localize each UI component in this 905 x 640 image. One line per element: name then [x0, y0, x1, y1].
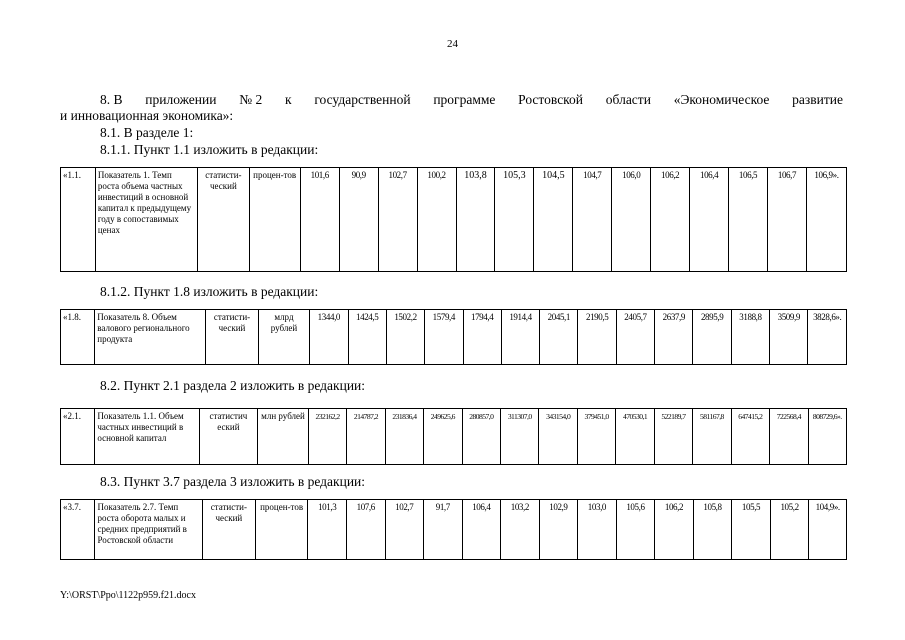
heading-word: приложении: [145, 92, 217, 107]
heading-word: № 2: [239, 92, 263, 107]
value-cell: 1579,4: [425, 310, 463, 365]
value-cell: 101,3: [308, 500, 347, 560]
indicator-table-1-1: [60, 167, 847, 272]
value-cell: 3188,8: [731, 310, 769, 365]
value-cell: 2405,7: [616, 310, 654, 365]
value-cell: 3828,6».: [808, 310, 847, 365]
value-cell: 106,4: [690, 168, 729, 272]
value-cell: 280857,0: [462, 409, 500, 465]
section-8-1-heading: 8.1. В разделе 1:: [100, 125, 194, 140]
value-cell: 1794,4: [463, 310, 501, 365]
value-cell: 105,2: [770, 500, 809, 560]
indicator-unit: млн рублей: [258, 409, 309, 465]
heading-word: развитие: [792, 92, 843, 107]
indicator-name: Показатель 2.7. Темп роста оборота малых и средних предприятий в Ростовской области: [95, 500, 203, 560]
value-cell: 3509,9: [770, 310, 808, 365]
indicator-source: статисти-ческий: [202, 500, 255, 560]
indicator-unit: млрд рублей: [258, 310, 309, 365]
value-cell: 105,5: [732, 500, 771, 560]
value-cell: 2045,1: [540, 310, 578, 365]
value-cell: 104,9».: [809, 500, 847, 560]
value-cell: 101,6: [300, 168, 339, 272]
value-cell: 104,7: [573, 168, 612, 272]
table-row: [61, 310, 847, 365]
value-cell: 647415,2: [731, 409, 769, 465]
value-cell: 106,2: [651, 168, 690, 272]
value-cell: 1424,5: [348, 310, 386, 365]
value-cell: 581167,8: [693, 409, 731, 465]
section-8-1-2-heading: 8.1.2. Пункт 1.8 изложить в редакции:: [100, 284, 319, 299]
section-8-2-heading: 8.2. Пункт 2.1 раздела 2 изложить в редакции:: [100, 378, 366, 393]
value-cell: 379451,0: [577, 409, 615, 465]
table-row: [61, 409, 847, 465]
heading-word: 8. В: [100, 92, 123, 107]
indicator-code: «1.8.: [61, 310, 95, 365]
value-cell: 1502,2: [386, 310, 424, 365]
indicator-name: Показатель 1. Темп роста объема частных инвестиций в основной капитал к предыдущему году в сопоставимых ценах: [95, 168, 197, 272]
value-cell: 808729,6».: [808, 409, 847, 465]
value-cell: 104,5: [534, 168, 573, 272]
value-cell: 105,3: [495, 168, 534, 272]
value-cell: 522189,7: [654, 409, 692, 465]
heading-word: области: [605, 92, 651, 107]
indicator-unit: процен-тов: [255, 500, 308, 560]
indicator-code: «2.1.: [61, 409, 95, 465]
value-cell: 91,7: [424, 500, 463, 560]
table-row: [61, 168, 847, 272]
value-cell: 232162,2: [308, 409, 346, 465]
value-cell: 231836,4: [385, 409, 423, 465]
indicator-source: статистич еский: [199, 409, 258, 465]
heading-word: Ростовской: [518, 92, 584, 107]
value-cell: 102,7: [385, 500, 424, 560]
value-cell: 105,6: [616, 500, 655, 560]
indicator-unit: процен-тов: [249, 168, 300, 272]
indicator-code: «1.1.: [61, 168, 96, 272]
heading-word: государственной: [314, 92, 411, 107]
file-path-footer: Y:\ORST\Ppo\1122p959.f21.docx: [60, 590, 196, 601]
value-cell: 103,2: [501, 500, 540, 560]
value-cell: 103,0: [578, 500, 617, 560]
value-cell: 105,8: [693, 500, 732, 560]
value-cell: 102,7: [378, 168, 417, 272]
value-cell: 103,8: [456, 168, 495, 272]
page-number: 24: [447, 38, 458, 50]
table-row: [61, 500, 847, 560]
heading-word: к: [285, 92, 292, 107]
indicator-source: статисти-ческий: [198, 168, 249, 272]
heading-word: «Экономическое: [673, 92, 770, 107]
indicator-table-2-1: [60, 408, 847, 465]
value-cell: 343154,0: [539, 409, 577, 465]
value-cell: 1344,0: [310, 310, 348, 365]
heading-line-2: и инновационная экономика»:: [60, 108, 234, 123]
section-8-3-heading: 8.3. Пункт 3.7 раздела 3 изложить в редакции:: [100, 474, 366, 489]
indicator-code: «3.7.: [61, 500, 95, 560]
indicator-source: статисти-ческий: [206, 310, 258, 365]
value-cell: 106,5: [729, 168, 768, 272]
section-8-1-1-heading: 8.1.1. Пункт 1.1 изложить в редакции:: [100, 142, 319, 157]
indicator-table-1-8: [60, 309, 847, 365]
indicator-name: Показатель 8. Объем валового регионального продукта: [95, 310, 206, 365]
value-cell: 214787,2: [347, 409, 385, 465]
value-cell: 100,2: [417, 168, 456, 272]
value-cell: 311307,0: [501, 409, 539, 465]
value-cell: 90,9: [339, 168, 378, 272]
value-cell: 106,0: [612, 168, 651, 272]
value-cell: 106,2: [655, 500, 694, 560]
indicator-name: Показатель 1.1. Объем частных инвестиций в основной капитал: [95, 409, 199, 465]
value-cell: 2190,5: [578, 310, 616, 365]
value-cell: 106,9».: [806, 168, 846, 272]
value-cell: 722568,4: [770, 409, 808, 465]
value-cell: 106,4: [462, 500, 501, 560]
value-cell: 2637,9: [655, 310, 693, 365]
heading-line-1: [100, 92, 843, 108]
value-cell: 1914,4: [501, 310, 539, 365]
indicator-table-3-7: [60, 499, 847, 560]
value-cell: 102,9: [539, 500, 578, 560]
heading-word: программе: [433, 92, 496, 107]
value-cell: 107,6: [346, 500, 385, 560]
value-cell: 470530,1: [616, 409, 654, 465]
value-cell: 249625,6: [424, 409, 462, 465]
value-cell: 2895,9: [693, 310, 731, 365]
value-cell: 106,7: [768, 168, 807, 272]
